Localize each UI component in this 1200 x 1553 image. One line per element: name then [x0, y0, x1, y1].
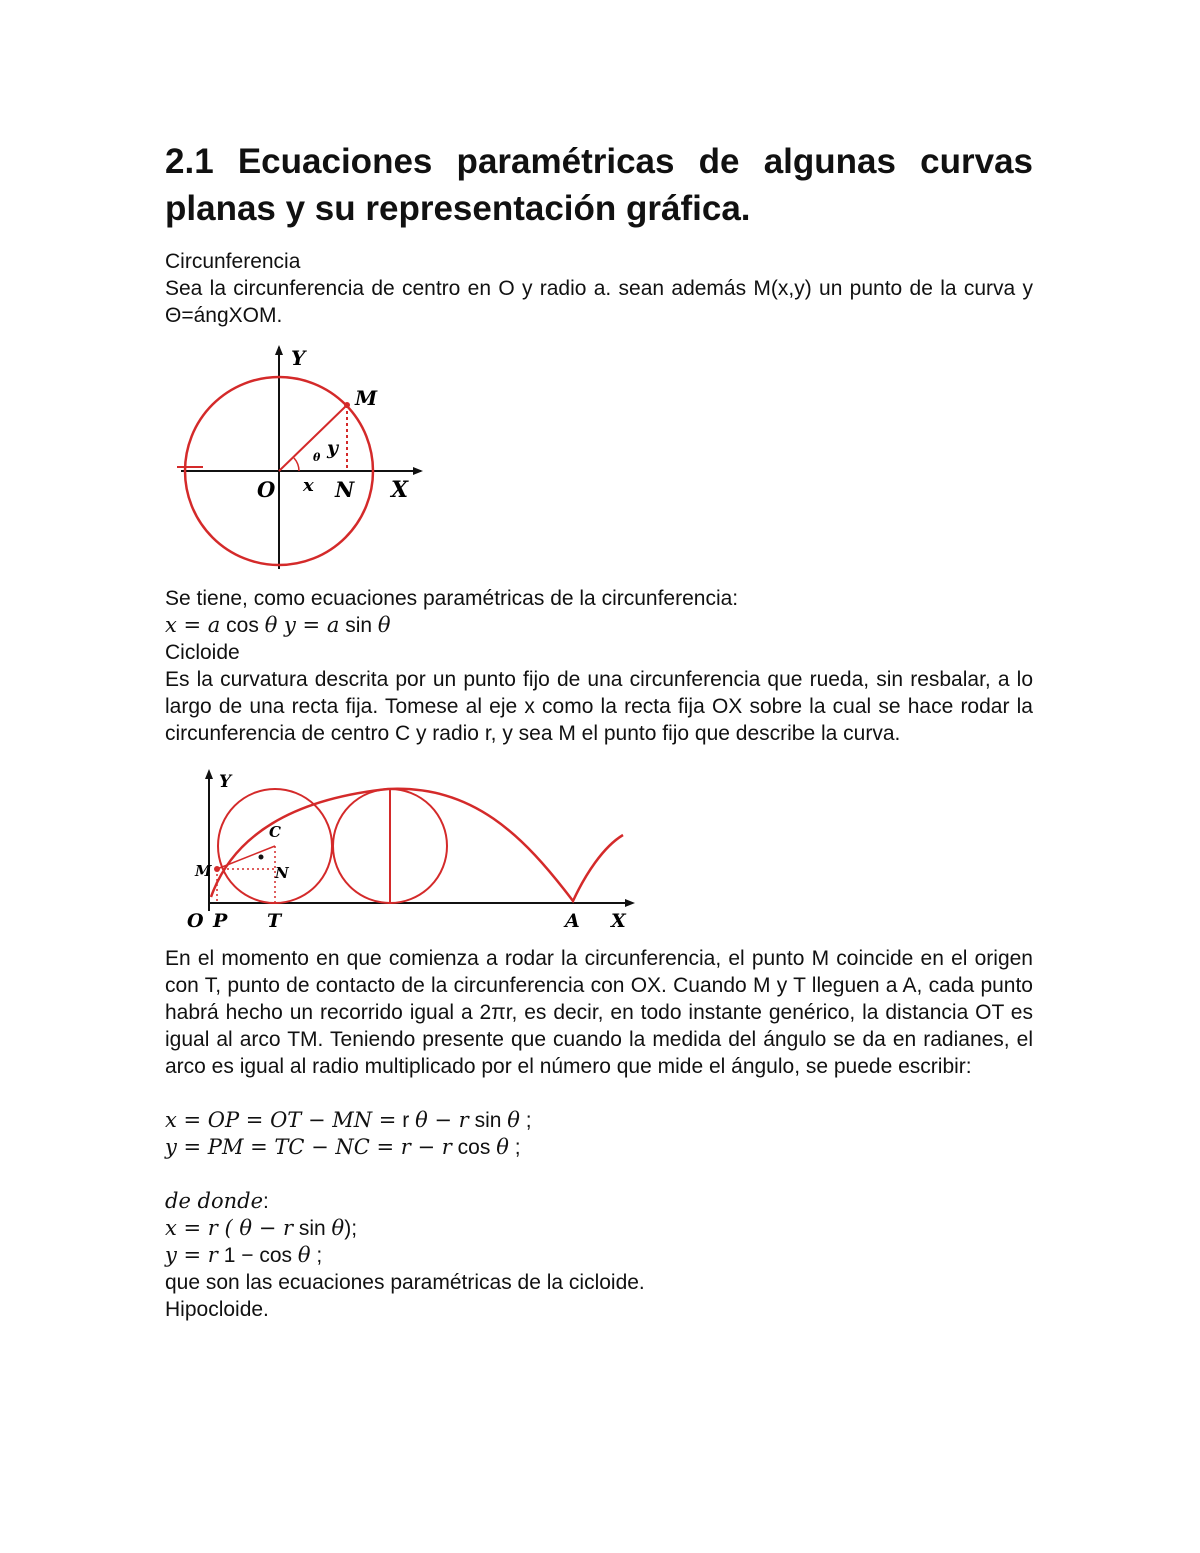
- label-x-axis: X: [611, 910, 626, 931]
- eq-part: y = r: [165, 1243, 218, 1267]
- circunferencia-equation: [165, 612, 1033, 639]
- eq-part: θ y = a: [264, 613, 340, 637]
- eq-part: x = OP = OT − MN =: [165, 1108, 397, 1132]
- eq-part: x = a: [165, 613, 221, 637]
- document-page: [165, 138, 1033, 1323]
- eq-part: de donde: [165, 1189, 264, 1213]
- eq-part: :: [263, 1190, 269, 1213]
- equation-x: [165, 1107, 1033, 1134]
- circunferencia-intro: Sea la circunferencia de centro en O y radio a. sean además M(x,y) un punto de la curva y Θ=ángXOM.: [165, 277, 1033, 327]
- label-y: y: [327, 437, 339, 459]
- eq-part: y = PM = TC − NC = r − r: [165, 1135, 452, 1159]
- cicloide-conclusion: que son las ecuaciones paramétricas de la cicloide.: [165, 1271, 645, 1294]
- cicloide-definition: Es la curvatura descrita por un punto fijo de una circunferencia que rueda, sin resbalar, a lo largo de una recta fija. Tomese al eje x como la recta fija OX sobre la cual se hace rodar la circunferencia de centro C y radio r, y sea M el punto fijo que describe la curva.: [165, 668, 1033, 745]
- eq-part: );: [344, 1217, 358, 1240]
- label-m: M: [355, 386, 378, 410]
- eq-part: cos: [226, 614, 259, 637]
- section-heading: 2.1 Ecuaciones paramétricas de algunas curvas planas y su representación gráfica.: [165, 142, 1033, 228]
- eq-part: θ: [331, 1216, 345, 1240]
- eq-part: ;: [316, 1244, 323, 1267]
- eq-part: ;: [525, 1109, 532, 1132]
- eq-part: sin: [298, 1217, 326, 1240]
- label-n: N: [275, 864, 289, 882]
- label-o: O: [257, 477, 276, 502]
- eq-part: θ: [297, 1243, 311, 1267]
- label-t: T: [267, 910, 282, 931]
- eq-part: x = r ( θ − r: [165, 1216, 293, 1240]
- label-theta: θ: [313, 451, 321, 464]
- eq-part: θ − r: [415, 1108, 469, 1132]
- label-o: O: [187, 910, 204, 931]
- circunferencia-title: Circunferencia: [165, 250, 301, 273]
- circle-figure: [173, 343, 433, 573]
- label-x: x: [303, 475, 314, 496]
- eq-part: θ: [377, 613, 391, 637]
- de-donde: [165, 1188, 1033, 1215]
- eq-part: sin: [345, 614, 373, 637]
- circunferencia-eq-intro: Se tiene, como ecuaciones paramétricas de la circunferencia:: [165, 587, 739, 610]
- eq-part: θ: [507, 1108, 520, 1132]
- eq-part: r: [402, 1109, 410, 1132]
- label-m: M: [195, 862, 212, 880]
- label-p: P: [213, 910, 228, 931]
- label-a: A: [565, 910, 580, 931]
- label-n: N: [335, 477, 355, 502]
- eq-part: sin: [474, 1109, 502, 1132]
- label-y-axis: Y: [219, 772, 232, 792]
- eq-part: 1 − cos: [223, 1244, 292, 1267]
- cicloide-title: Cicloide: [165, 641, 240, 664]
- label-c: C: [269, 823, 281, 841]
- label-x-axis: X: [391, 477, 409, 503]
- equation-y-result: [165, 1242, 1033, 1269]
- equation-x-result: [165, 1215, 1033, 1242]
- eq-part: ;: [514, 1136, 521, 1159]
- eq-part: cos: [457, 1136, 491, 1159]
- equation-y: [165, 1134, 1033, 1161]
- hipocloide-title: Hipocloide.: [165, 1298, 269, 1321]
- cycloid-figure: [173, 765, 643, 931]
- eq-part: θ: [496, 1135, 509, 1159]
- label-y-axis: Y: [291, 346, 306, 370]
- cicloide-explanation: En el momento en que comienza a rodar la circunferencia, el punto M coincide en el origen con T, punto de contacto de la circunferencia con OX. Cuando M y T lleguen a A, cada punto habrá hecho un recorrido igual a 2πr, es decir, en todo instante genérico, la distancia OT es igual al arco TM. Teniendo presente que cuando la medida del ángulo se da en radianes, el arco es igual al radio multiplicado por el número que mide el ángulo, se puede escribir:: [165, 947, 1033, 1078]
